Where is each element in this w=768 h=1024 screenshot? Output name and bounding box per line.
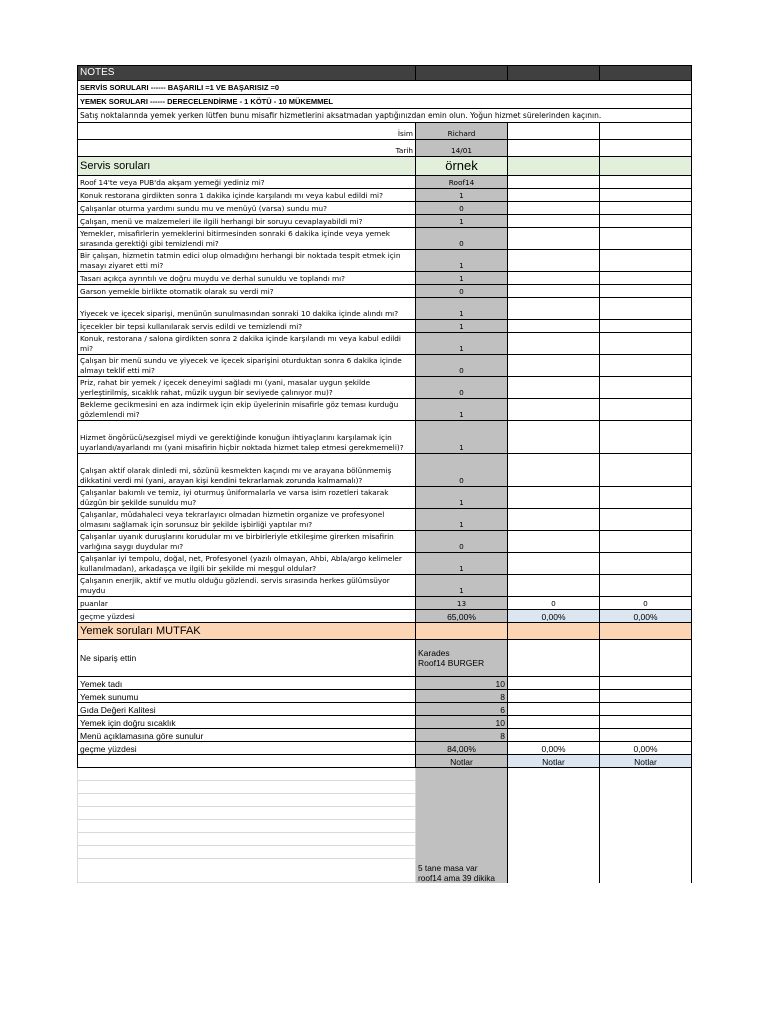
service-question-row [78, 250, 692, 272]
note-blank-row [78, 807, 692, 820]
service-question-row [78, 298, 692, 320]
service-answer-cell[interactable] [600, 399, 692, 421]
isim-value[interactable]: Richard [416, 123, 508, 140]
food-question-row [78, 677, 692, 690]
service-answer-cell[interactable] [600, 509, 692, 531]
food-answer-cell[interactable] [600, 703, 692, 716]
service-answer-cell[interactable] [600, 215, 692, 228]
info-row [78, 95, 692, 109]
food-answer-cell[interactable] [600, 729, 692, 742]
service-answer-ornek[interactable]: 1 [416, 399, 508, 421]
service-question-text[interactable]: Yemekler, misafirlerin yemeklerini bitirmesinden sonraki 6 dakika içinde veya yemek sırasında gerektiği gibi temizlendi mi? [78, 228, 416, 250]
service-answer-cell[interactable] [600, 272, 692, 285]
service-question-row [78, 487, 692, 509]
service-answer-ornek[interactable]: 1 [416, 272, 508, 285]
puanlar-label[interactable]: puanlar [78, 597, 416, 610]
note-blank-row [78, 768, 692, 781]
food-answer-ornek[interactable]: 10 [416, 716, 508, 729]
puanlar-value[interactable]: 0 [600, 597, 692, 610]
food-question-row [78, 729, 692, 742]
service-answer-cell[interactable] [600, 487, 692, 509]
service-answer-cell[interactable] [508, 487, 600, 509]
service-answer-ornek[interactable]: 0 [416, 228, 508, 250]
note-cell[interactable] [416, 820, 508, 833]
food-answer-ornek[interactable]: 8 [416, 690, 508, 703]
service-question-text[interactable]: Çalışanlar bakımlı ve temiz, iyi oturmuş üniformalarla ve varsa isim rozetleri takarak düzgün bir şekilde sunuldu mu? [78, 487, 416, 509]
note-cell[interactable] [508, 794, 600, 807]
note-cell[interactable] [508, 807, 600, 820]
service-answer-cell[interactable] [600, 320, 692, 333]
service-answer-cell[interactable] [600, 333, 692, 355]
service-question-text[interactable]: İçecekler bir tepsi kullanılarak servis edildi ve temizlendi mi? [78, 320, 416, 333]
service-question-text[interactable]: Tasarı açıkça ayrıntılı ve doğru muydu ve derhal sunuldu ve toplandı mı? [78, 272, 416, 285]
service-answer-ornek[interactable]: 0 [416, 454, 508, 487]
mutfak-section-header[interactable]: Yemek soruları MUTFAK [78, 623, 416, 640]
service-answer-cell[interactable] [508, 553, 600, 575]
service-answer-cell[interactable] [508, 377, 600, 399]
service-question-row [78, 355, 692, 377]
service-answer-ornek[interactable]: 1 [416, 320, 508, 333]
service-question-text[interactable]: Yiyecek ve içecek siparişi, menünün sunulmasından sonraki 10 dakika içinde alındı mı? [78, 298, 416, 320]
food-answer-ornek[interactable]: 10 [416, 677, 508, 690]
service-question-row [78, 333, 692, 355]
note-blank-row [78, 794, 692, 807]
service-question-row [78, 553, 692, 575]
gecme-label[interactable]: geçme yüzdesi [78, 610, 416, 623]
note-blank-row [78, 820, 692, 833]
food-answer-cell[interactable] [600, 716, 692, 729]
service-answer-ornek[interactable]: 1 [416, 575, 508, 597]
service-answer-cell[interactable] [508, 228, 600, 250]
food-answer-cell[interactable] [508, 716, 600, 729]
food-question-text[interactable]: Yemek için doğru sıcaklık [78, 716, 416, 729]
note-blank-row [78, 781, 692, 794]
service-question-text[interactable]: Çalışanlar, müdahaleci veya tekrarlayıcı olmadan hizmetin organize ve profesyonel olmasını sağlamak için sorunsuz bir şekilde işbirliği yaptılar mı? [78, 509, 416, 531]
service-question-text[interactable]: Çalışan aktif olarak dinledi mi, sözünü kesmekten kaçındı mı ve arayana bölünmemiş dikkatini verdi mi (yani, arayan kişi kendini tekrarlamak zorunda kalmamalı)? [78, 454, 416, 487]
service-answer-cell[interactable] [508, 298, 600, 320]
notes-header-row [78, 66, 692, 81]
ornek-label[interactable]: örnek [416, 157, 508, 176]
food-answer-cell[interactable] [600, 690, 692, 703]
food-answer-cell[interactable] [508, 690, 600, 703]
service-answer-ornek[interactable]: 1 [416, 421, 508, 454]
empty-cell[interactable] [600, 140, 692, 157]
service-answer-ornek[interactable]: 0 [416, 285, 508, 298]
food-question-row [78, 690, 692, 703]
service-question-text[interactable]: Çalışanın enerjik, aktif ve mutlu olduğu gözlendi. servis sırasında herkes gülümsüyor muydu [78, 575, 416, 597]
notes-cell[interactable] [416, 66, 508, 81]
note-cell[interactable] [508, 859, 600, 883]
service-question-row [78, 285, 692, 298]
service-answer-ornek[interactable]: 1 [416, 553, 508, 575]
food-answer-cell[interactable] [508, 729, 600, 742]
service-answer-cell[interactable] [600, 355, 692, 377]
siparis-row [78, 640, 692, 677]
notlar-header[interactable]: Notlar [600, 755, 692, 768]
service-answer-cell[interactable] [600, 377, 692, 399]
service-answer-cell[interactable] [508, 250, 600, 272]
info-yemek-scale[interactable]: YEMEK SORULARI ------ DERECELENDİRME - 1 KÖTÜ - 10 MÜKEMMEL [78, 95, 692, 109]
food-question-text[interactable]: Menü açıklamasına göre sunulur [78, 729, 416, 742]
food-pass-pct[interactable]: 0,00% [600, 742, 692, 755]
service-answer-cell[interactable] [508, 189, 600, 202]
service-question-text[interactable]: Çalışan bir menü sundu ve yiyecek ve içecek siparişini oturduktan sonra 6 dakika içinde almayı teklif etti mi? [78, 355, 416, 377]
empty-cell[interactable] [508, 140, 600, 157]
service-question-row [78, 215, 692, 228]
food-question-row [78, 716, 692, 729]
mutfak-header-cell[interactable] [508, 623, 600, 640]
service-answer-ornek[interactable]: 1 [416, 487, 508, 509]
service-answer-ornek[interactable]: 1 [416, 215, 508, 228]
service-question-text[interactable]: Çalışanlar uyanık duruşlarını korudular mı ve birbirleriyle etkileşime girerken misafirin varlığına saygı duydular mı? [78, 531, 416, 553]
service-question-row [78, 189, 692, 202]
note-cell[interactable] [600, 820, 692, 833]
service-question-text[interactable]: Çalışanlar oturma yardımı sundu mu ve menüyü (varsa) sundu mu? [78, 202, 416, 215]
service-answer-cell[interactable] [508, 202, 600, 215]
notes-title[interactable]: NOTES [78, 66, 416, 81]
service-answer-cell[interactable] [600, 176, 692, 189]
puanlar-value[interactable]: 13 [416, 597, 508, 610]
evaluation-table [77, 65, 692, 883]
service-answer-cell[interactable] [508, 272, 600, 285]
food-answer-ornek[interactable]: 8 [416, 729, 508, 742]
food-question-text[interactable]: Yemek sunumu [78, 690, 416, 703]
service-answer-cell[interactable] [600, 250, 692, 272]
tarih-value[interactable]: 14/01 [416, 140, 508, 157]
service-answer-cell[interactable] [508, 215, 600, 228]
servis-header-cell[interactable] [508, 157, 600, 176]
service-question-text[interactable]: Roof 14'te veya PUB'da akşam yemeği yediniz mi? [78, 176, 416, 189]
servis-section-header[interactable]: Servis soruları [78, 157, 416, 176]
service-answer-cell[interactable] [508, 320, 600, 333]
note-cell[interactable] [416, 781, 508, 794]
note-cell[interactable] [78, 794, 416, 807]
note-cell[interactable] [600, 768, 692, 781]
mutfak-header-cell[interactable] [416, 623, 508, 640]
service-question-text[interactable]: Hizmet öngörücü/sezgisel miydi ve gerektiğinde konuğun ihtiyaçlarını karşılamak için uyarlandı/ayarlandı mı (yani misafirin hiçbir noktada hizmet talep etmesi gerekmemeli)? [78, 421, 416, 454]
food-answer-ornek[interactable]: 6 [416, 703, 508, 716]
notlar-row [78, 755, 692, 768]
service-answer-cell[interactable] [600, 298, 692, 320]
note-text-row [78, 859, 692, 883]
service-answer-cell[interactable] [508, 399, 600, 421]
service-question-row [78, 509, 692, 531]
service-answer-ornek[interactable]: 1 [416, 333, 508, 355]
service-question-row [78, 377, 692, 399]
note-cell[interactable] [78, 846, 416, 859]
notes-cell[interactable] [600, 66, 692, 81]
service-answer-cell[interactable] [508, 333, 600, 355]
service-answer-ornek[interactable]: 1 [416, 509, 508, 531]
food-question-text[interactable]: Gıda Değeri Kalitesi [78, 703, 416, 716]
empty-cell[interactable] [600, 123, 692, 140]
siparis-label[interactable]: Ne sipariş ettin [78, 640, 416, 677]
isim-row [78, 123, 692, 140]
note-cell[interactable] [416, 833, 508, 846]
notlar-empty-cell[interactable] [78, 755, 416, 768]
puanlar-row [78, 597, 692, 610]
service-answer-ornek[interactable]: 0 [416, 202, 508, 215]
service-answer-cell[interactable] [600, 531, 692, 553]
service-answer-cell[interactable] [600, 553, 692, 575]
service-question-text[interactable]: Garson yemekle birlikte otomatik olarak su verdi mi? [78, 285, 416, 298]
service-answer-cell[interactable] [508, 509, 600, 531]
service-answer-cell[interactable] [508, 454, 600, 487]
service-question-row [78, 421, 692, 454]
service-question-row [78, 320, 692, 333]
service-answer-cell[interactable] [600, 285, 692, 298]
service-question-text[interactable]: Konuk restorana girdikten sonra 1 dakika içinde karşılandı mı veya kabul edildi mi? [78, 189, 416, 202]
note-cell[interactable] [600, 807, 692, 820]
service-pass-row [78, 610, 692, 623]
note-cell[interactable] [78, 768, 416, 781]
service-question-row [78, 202, 692, 215]
puanlar-value[interactable]: 0 [508, 597, 600, 610]
note-cell[interactable] [600, 859, 692, 883]
note-cell[interactable] [508, 781, 600, 794]
food-gecme-label[interactable]: geçme yüzdesi [78, 742, 416, 755]
empty-cell[interactable] [508, 123, 600, 140]
note-cell[interactable] [508, 833, 600, 846]
siparis-cell[interactable] [508, 640, 600, 677]
note-cell[interactable] [416, 846, 508, 859]
service-question-row [78, 575, 692, 597]
food-answer-cell[interactable] [508, 677, 600, 690]
service-answer-cell[interactable] [600, 421, 692, 454]
note-blank-row [78, 833, 692, 846]
siparis-value[interactable] [416, 640, 508, 677]
service-answer-ornek[interactable]: 1 [416, 189, 508, 202]
service-answer-cell[interactable] [600, 575, 692, 597]
service-answer-cell[interactable] [508, 355, 600, 377]
service-answer-cell[interactable] [600, 202, 692, 215]
note-cell[interactable] [600, 846, 692, 859]
notlar-header[interactable]: Notlar [508, 755, 600, 768]
service-pass-pct[interactable]: 65,00% [416, 610, 508, 623]
service-pass-pct[interactable]: 0,00% [508, 610, 600, 623]
service-question-text[interactable]: Çalışan, menü ve malzemeleri ile ilgili herhangi bir soruyu cevaplayabildi mi? [78, 215, 416, 228]
note-cell[interactable] [508, 768, 600, 781]
service-question-row [78, 176, 692, 189]
service-answer-cell[interactable] [600, 189, 692, 202]
servis-section-row [78, 157, 692, 176]
food-pass-pct[interactable]: 84,00% [416, 742, 508, 755]
service-answer-cell[interactable] [508, 575, 600, 597]
note-cell[interactable] [78, 833, 416, 846]
siparis-value-line: Karades [418, 648, 450, 658]
info-instructions[interactable]: Satış noktalarında yemek yerken lütfen bunu misafir hizmetlerini aksatmadan yaptığınızdan emin olun. Yoğun hizmet sürelerinden kaçının. [78, 109, 692, 123]
note-cell[interactable] [508, 846, 600, 859]
tarih-row [78, 140, 692, 157]
info-servis-scale[interactable]: SERVİS SORULARI ------ BAŞARILI =1 VE BAŞARISIZ =0 [78, 81, 692, 95]
service-question-text[interactable]: Bir çalışan, hizmetin tatmin edici olup olmadığını herhangi bir noktada tespit etmek için masayı ziyaret etti mi? [78, 250, 416, 272]
service-question-text[interactable]: Bekleme gecikmesini en aza indirmek için ekip üyelerinin misafirle göz teması kurduğu gözlemlendi mi? [78, 399, 416, 421]
service-answer-cell[interactable] [508, 285, 600, 298]
note-cell[interactable] [78, 807, 416, 820]
note-cell[interactable] [416, 768, 508, 781]
note-text-line: 5 tane masa var [418, 862, 478, 873]
note-cell[interactable] [78, 781, 416, 794]
food-pass-row [78, 742, 692, 755]
note-cell[interactable] [78, 820, 416, 833]
service-answer-ornek[interactable]: 0 [416, 377, 508, 399]
service-pass-pct[interactable]: 0,00% [600, 610, 692, 623]
service-answer-cell[interactable] [600, 454, 692, 487]
servis-header-cell[interactable] [600, 157, 692, 176]
note-cell[interactable] [78, 859, 416, 883]
mutfak-header-cell[interactable] [600, 623, 692, 640]
note-cell[interactable] [600, 794, 692, 807]
service-answer-ornek[interactable]: Roof14 [416, 176, 508, 189]
service-answer-ornek[interactable]: 1 [416, 250, 508, 272]
service-answer-cell[interactable] [508, 176, 600, 189]
service-question-row [78, 454, 692, 487]
food-answer-cell[interactable] [508, 703, 600, 716]
service-answer-cell[interactable] [508, 421, 600, 454]
food-answer-cell[interactable] [600, 677, 692, 690]
service-question-row [78, 531, 692, 553]
note-text[interactable] [416, 859, 508, 883]
note-cell[interactable] [600, 833, 692, 846]
food-question-text[interactable]: Yemek tadı [78, 677, 416, 690]
service-question-row [78, 272, 692, 285]
service-answer-ornek[interactable]: 0 [416, 531, 508, 553]
notes-cell[interactable] [508, 66, 600, 81]
note-cell[interactable] [416, 807, 508, 820]
service-question-text[interactable]: Priz, rahat bir yemek / içecek deneyimi sağladı mı (yani, masalar uygun şekilde yerleştirilmiş, sıcaklık rahat, müzik uygun bir seviyede çalınıyor mu)? [78, 377, 416, 399]
service-question-text[interactable]: Konuk, restorana / salona girdikten sonra 2 dakika içinde karşılandı mı veya kabul edildi mi? [78, 333, 416, 355]
tarih-label[interactable]: Tarih [78, 140, 416, 157]
isim-label[interactable]: İsim [78, 123, 416, 140]
service-question-text[interactable]: Çalışanlar iyi tempolu, doğal, net, Profesyonel (yazılı olmayan, Ahbi, Abla/argo kelimeler kullanılmadan), arkadaşça ve ilgili bir şekilde mi meşgul oldular? [78, 553, 416, 575]
note-blank-row [78, 846, 692, 859]
service-question-row [78, 228, 692, 250]
note-cell[interactable] [416, 794, 508, 807]
note-text-line: roof14 ama 39 dikika [418, 872, 496, 883]
food-question-row [78, 703, 692, 716]
service-question-row [78, 399, 692, 421]
info-row [78, 81, 692, 95]
note-cell[interactable] [600, 781, 692, 794]
notlar-header[interactable]: Notlar [416, 755, 508, 768]
service-answer-cell[interactable] [600, 228, 692, 250]
siparis-value-line: Roof14 BURGER [418, 658, 485, 668]
siparis-cell[interactable] [600, 640, 692, 677]
evaluation-sheet [77, 65, 691, 883]
mutfak-section-row [78, 623, 692, 640]
food-pass-pct[interactable]: 0,00% [508, 742, 600, 755]
info-row [78, 109, 692, 123]
note-cell[interactable] [508, 820, 600, 833]
service-answer-cell[interactable] [508, 531, 600, 553]
service-answer-ornek[interactable]: 1 [416, 298, 508, 320]
service-answer-ornek[interactable]: 0 [416, 355, 508, 377]
